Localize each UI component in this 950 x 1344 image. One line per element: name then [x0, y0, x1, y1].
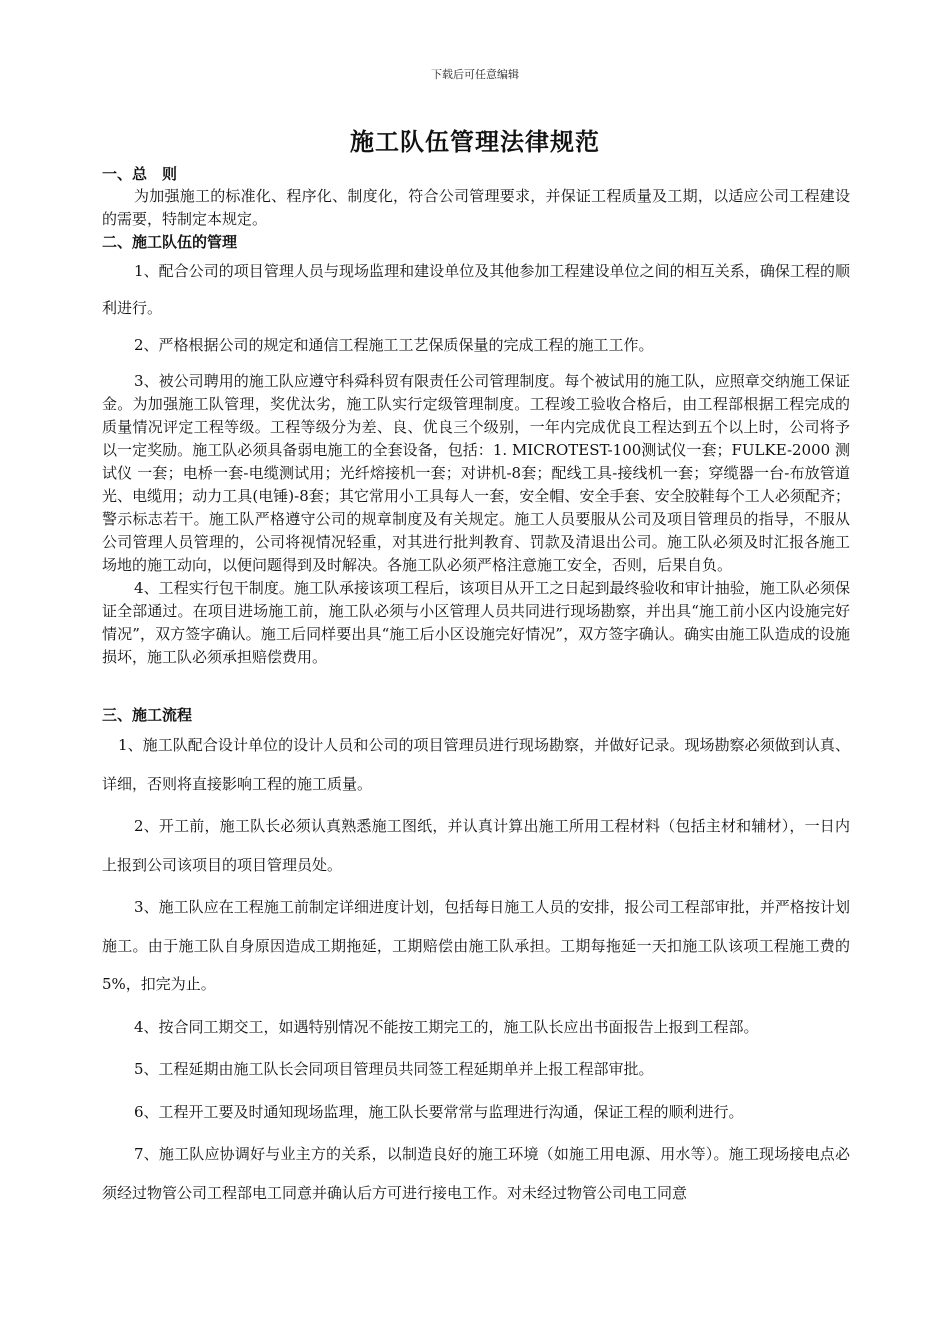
- section-heading-general: 一、总 则: [102, 165, 178, 183]
- paragraph: 4、按合同工期交工，如遇特别情况不能按工期完工的，施工队长应出书面报告上报到工程部。: [134, 1017, 759, 1036]
- paragraph: 3、被公司聘用的施工队应遵守科舜科贸有限责任公司管理制度。每个被试用的施工队，应照章交纳施工保证金。为加强施工队管理，奖优汰劣，施工队实行定级管理制度。工程竣工验收合格后，由工程部根据工程完成的质量情况评定工程等级。工程等级分为差、良、优良三个级别，一年内完成优良工程达到五个以上时，公司将予以一定奖励。施工队必须具备弱电施工的全套设备，包括：1. MICROTEST-100测试仪一套；FULKE-2000 测试仪 一套；电桥一套-电缆测试用；光纤熔接机一套；对讲机-8套；配线工具-接线机一套；穿缆器一台-布放管道光、电缆用；动力工具(电锤)-8套；其它常用小工具每人一套，安全帽、安全手套、安全胶鞋每个工人必须配齐；警示标志若干。施工队严格遵守公司的规章制度及有关规定。施工人员要服从公司及项目管理员的指导，不服从公司管理人员管理的，公司将视情况轻重，对其进行批判教育、罚款及清退出公司。施工队必须及时汇报各施工场地的施工动向，以便问题得到及时解决。各施工队必须严格注意施工安全，否则，后果自负。: [102, 372, 850, 574]
- section-heading-team-management: 二、施工队伍的管理: [102, 233, 238, 251]
- paragraph: 4、工程实行包干制度。施工队承接该项工程后，该项目从开工之日起到最终验收和审计抽验，施工队必须保证全部通过。在项目进场施工前，施工队必须与小区管理人员共同进行现场勘察，并出具“施工前小区内设施完好情况”，双方签字确认。施工后同样要出具“施工后小区设施完好情况”，双方签字确认。确实由施工队造成的设施损坏，施工队必须承担赔偿费用。: [102, 579, 850, 666]
- document-title: 施工队伍管理法律规范: [350, 127, 600, 156]
- header-note: 下载后可任意编辑: [431, 68, 519, 81]
- workflow-list: [102, 726, 850, 1212]
- paragraph: 6、工程开工要及时通知现场监理，施工队长要常常与监理进行沟通，保证工程的顺利进行。: [134, 1102, 744, 1121]
- paragraph: 5、工程延期由施工队长会同项目管理员共同签工程延期单并上报工程部审批。: [134, 1060, 654, 1078]
- paragraph: 2、开工前，施工队长必须认真熟悉施工图纸，并认真计算出施工所用工程材料（包括主材和辅材），一日内上报到公司该项目的项目管理员处。: [102, 817, 850, 874]
- spacer: [102, 669, 850, 704]
- section-heading-workflow: 三、施工流程: [102, 706, 193, 724]
- document-body: [102, 163, 850, 1216]
- paragraph: 3、施工队应在工程施工前制定详细进度计划，包括每日施工人员的安排，报公司工程部审批，并严格按计划施工。由于施工队自身原因造成工期拖延，工期赔偿由施工队承担。工期每拖延一天扣施工队该项工程施工费的5%，扣完为止。: [102, 898, 850, 993]
- paragraph: 7、施工队应协调好与业主方的关系，以制造良好的施工环境（如施工用电源、用水等）。施工现场接电点必须经过物管公司工程部电工同意并确认后方可进行接电工作。对未经过物管公司电工同意: [102, 1145, 850, 1202]
- paragraph: 1、配合公司的项目管理人员与现场监理和建设单位及其他参加工程建设单位之间的相互关系，确保工程的顺利进行。: [102, 262, 850, 317]
- paragraph: 1、施工队配合设计单位的设计人员和公司的项目管理员进行现场勘察，并做好记录。现场勘察必须做到认真、详细，否则将直接影响工程的施工质量。: [102, 736, 850, 793]
- paragraph: 为加强施工的标准化、程序化、制度化，符合公司管理要求，并保证工程质量及工期，以适应公司工程建设的需要，特制定本规定。: [102, 187, 850, 228]
- paragraph: 2、严格根据公司的规定和通信工程施工工艺保质保量的完成工程的施工工作。: [134, 336, 654, 354]
